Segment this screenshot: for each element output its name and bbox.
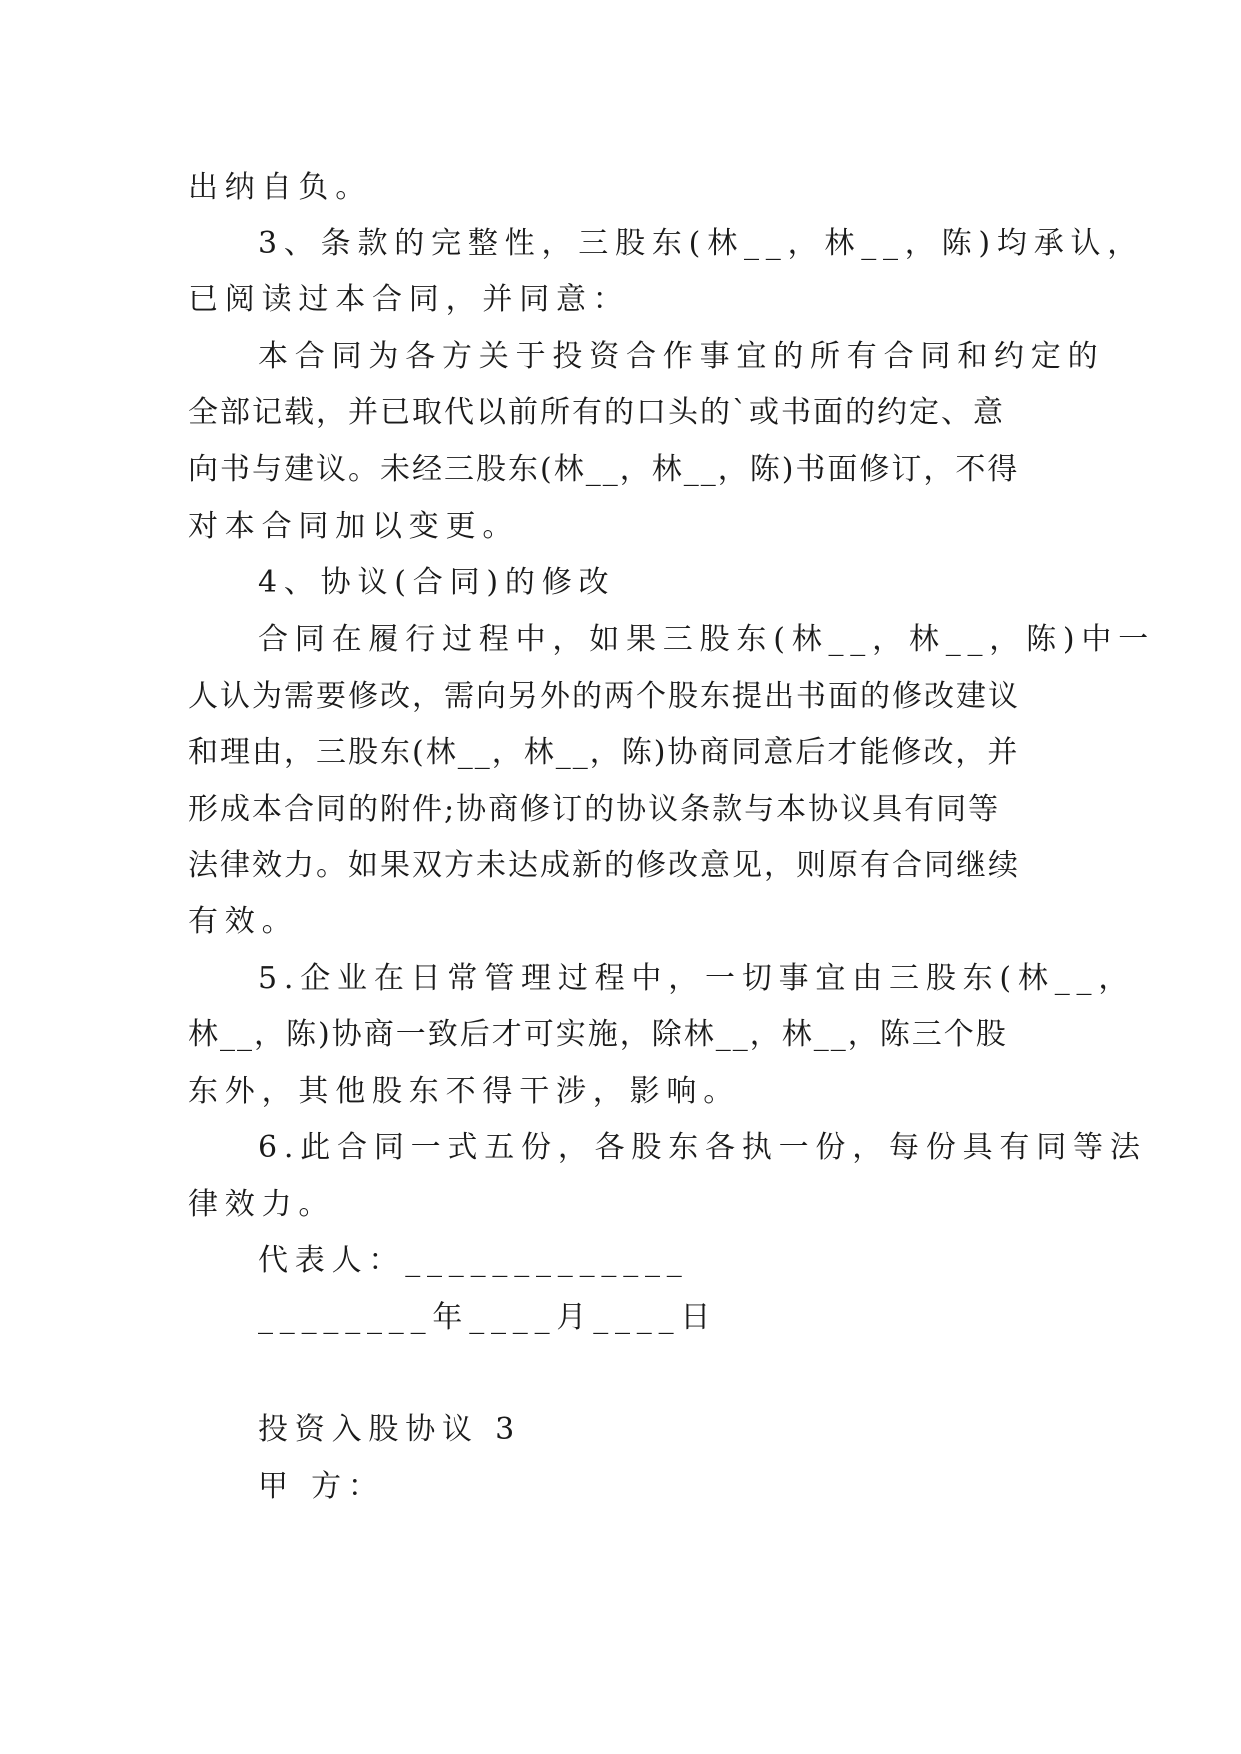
text-line-11: 和理由，三股东(林__，林__，陈)协商同意后才能修改，并 [188, 735, 1020, 770]
text-line-1: 出纳自负。 [188, 170, 372, 205]
date-line: ________年____月____日 [258, 1300, 718, 1335]
text-line-4: 本合同为各方关于投资合作事宜的所有合同和约定的 [258, 339, 1105, 374]
text-line-15: 5.企业在日常管理过程中，一切事宜由三股东(林__， [258, 961, 1136, 996]
text-line-18: 6.此合同一式五份，各股东各执一份，每份具有同等法 [258, 1130, 1147, 1165]
text-line-17: 东外，其他股东不得干涉，影响。 [188, 1074, 740, 1109]
text-line-14: 有效。 [188, 904, 299, 939]
party-a-label: 甲 方： [258, 1469, 385, 1504]
representative-signature-line: 代表人：_____________ [258, 1243, 689, 1278]
text-line-12: 形成本合同的附件;协商修订的协议条款与本协议具有同等 [188, 792, 1001, 827]
text-line-19: 律效力。 [188, 1187, 336, 1222]
agreement-heading: 投资入股协议 3 [258, 1412, 522, 1447]
text-line-6: 向书与建议。未经三股东(林__，林__，陈)书面修订，不得 [188, 452, 1020, 487]
text-line-7: 对本合同加以变更。 [188, 509, 520, 544]
text-line-10: 人认为需要修改，需向另外的两个股东提出书面的修改建议 [188, 679, 1020, 714]
text-line-9: 合同在履行过程中，如果三股东(林__，林__，陈)中一 [258, 622, 1156, 657]
text-line-8: 4、协议(合同)的修改 [258, 565, 616, 600]
text-line-5: 全部记载，并已取代以前所有的口头的`或书面的约定、意 [188, 395, 1005, 430]
text-line-16: 林__，陈)协商一致后才可实施，除林__，林__，陈三个股 [188, 1017, 1008, 1052]
text-line-13: 法律效力。如果双方未达成新的修改意见，则原有合同继续 [188, 848, 1020, 883]
text-line-3: 已阅读过本合同，并同意： [188, 282, 630, 317]
text-line-2: 3、条款的完整性，三股东(林__，林__，陈)均承认， [258, 226, 1145, 261]
